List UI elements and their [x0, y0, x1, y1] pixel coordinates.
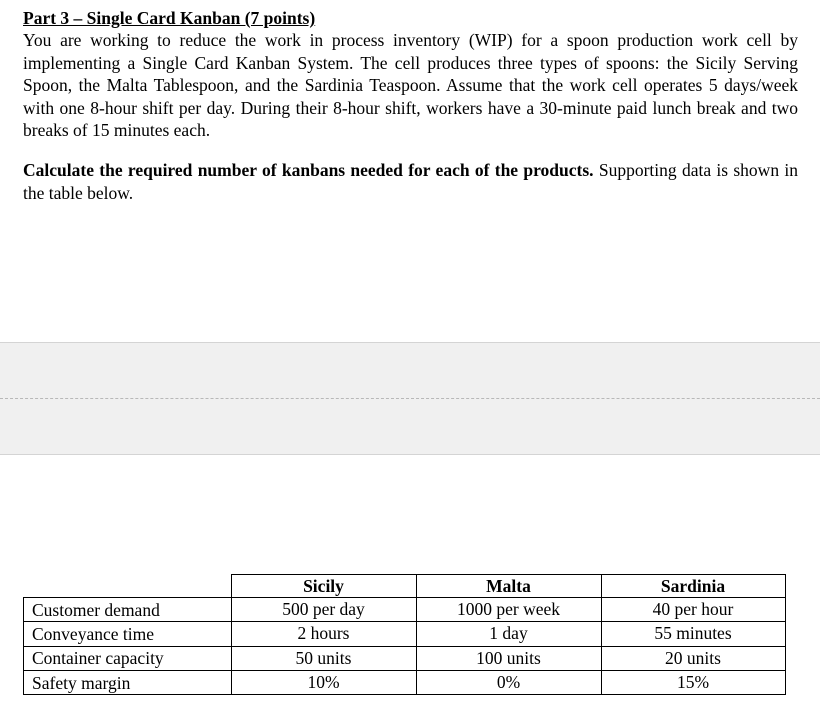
cell-malta-capacity: 100 units: [416, 646, 601, 670]
cell-sicily-capacity: 50 units: [231, 646, 416, 670]
table-row: [24, 598, 786, 622]
cell-malta-demand: 1000 per week: [416, 598, 601, 622]
table-header-row: [24, 575, 786, 598]
column-header-sicily: Sicily: [231, 575, 416, 598]
cell-sicily-conveyance: 2 hours: [231, 622, 416, 646]
cell-sardinia-safety: 15%: [601, 670, 785, 694]
column-header-malta: Malta: [416, 575, 601, 598]
supporting-data-table: [23, 574, 786, 695]
cell-sardinia-demand: 40 per hour: [601, 598, 785, 622]
intro-paragraph: You are working to reduce the work in process inventory (WIP) for a spoon production work cell by implementing a Single Card Kanban System. The cell produces three types of spoons: the Sicily Serving Spoon, the Malta Tablespoon, and the Sardinia Teaspoon. Assume that the work cell operates 5 days/week with one 8-hour shift per day. During their 8-hour shift, workers have a 30-minute paid lunch break and two breaks of 15 minutes each.: [23, 30, 798, 141]
table-row: [24, 670, 786, 694]
cell-sicily-safety: 10%: [231, 670, 416, 694]
problem-text: [23, 7, 798, 204]
blank-separator-band: [0, 342, 820, 455]
row-label-customer-demand: Customer demand: [24, 598, 232, 622]
task-note: Supporting data is shown in the table below.: [23, 159, 798, 203]
cell-sardinia-capacity: 20 units: [601, 646, 785, 670]
table-corner-cell: [24, 575, 232, 598]
row-label-safety-margin: Safety margin: [24, 670, 232, 694]
part-heading: Part 3 – Single Card Kanban (7 points): [23, 8, 316, 28]
cell-malta-safety: 0%: [416, 670, 601, 694]
cell-malta-conveyance: 1 day: [416, 622, 601, 646]
dashed-divider: [0, 398, 820, 399]
row-label-conveyance-time: Conveyance time: [24, 622, 232, 646]
table-row: [24, 622, 786, 646]
row-label-container-capacity: Container capacity: [24, 646, 232, 670]
task-instruction: Calculate the required number of kanbans needed for each of the products.: [23, 159, 594, 180]
column-header-sardinia: Sardinia: [601, 575, 785, 598]
table-row: [24, 646, 786, 670]
cell-sicily-demand: 500 per day: [231, 598, 416, 622]
task-paragraph: [23, 159, 798, 204]
cell-sardinia-conveyance: 55 minutes: [601, 622, 785, 646]
